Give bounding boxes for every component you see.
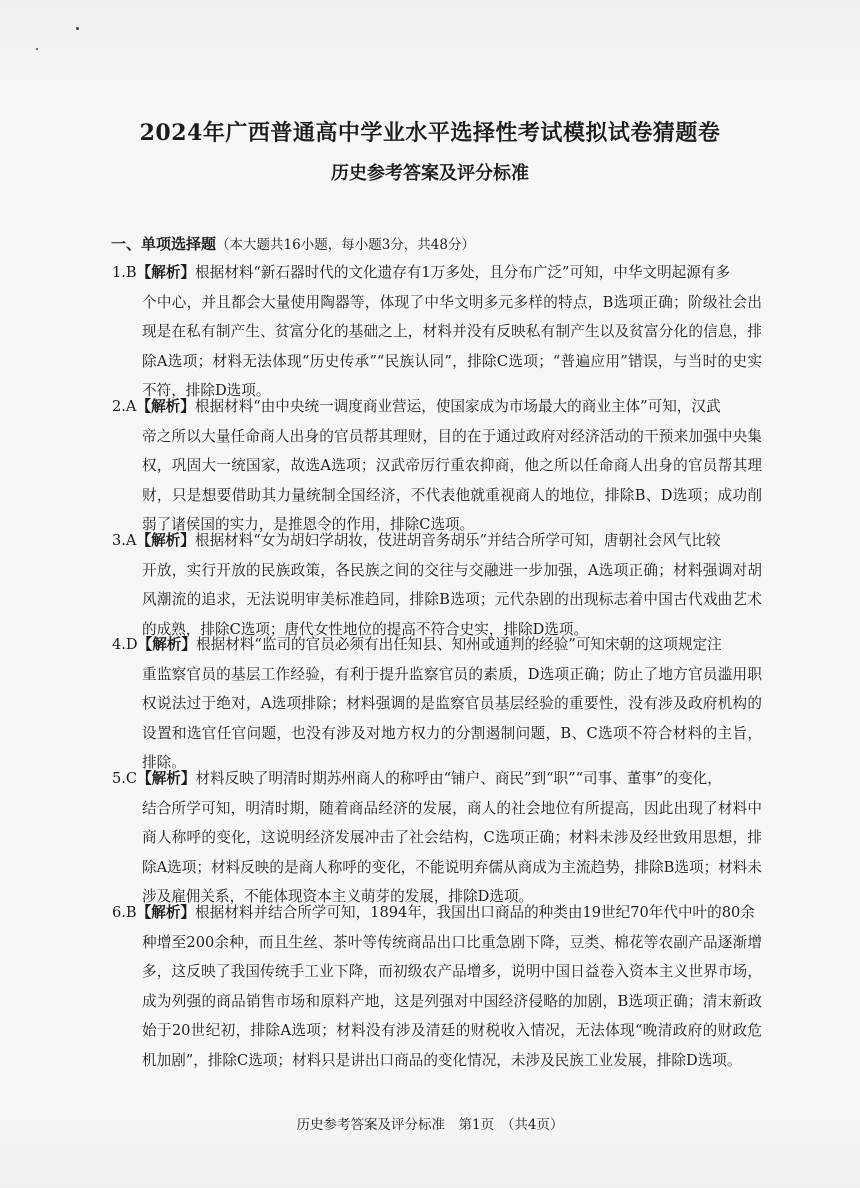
analysis-tag: 【解析】 — [137, 636, 197, 653]
question-label: 1.B — [112, 264, 137, 281]
question-text-continued: 帝之所以大量任命商人出身的官员帮其理财，目的在于通过政府对经济活动的干预来加强中央集权，巩固大一统国家，故选A选项；汉武帝厉行重农抑商，他之所以任命商人出身的官员帮其理财，只是想要借助其力量统制全国经济，不代表他就重视商人的地位，排除B、D选项；成功削弱了诸侯国的实力，是推恩令的作用，排除C选项。 — [142, 427, 762, 534]
question-label: 4.D — [112, 636, 138, 653]
question-item — [112, 898, 762, 1076]
question-text: 材料反映了明清时期苏州商人的称呼由“铺户、商民”到“职”“司事、董事”的变化， — [195, 770, 722, 787]
scan-speck — [76, 27, 79, 30]
analysis-tag: 【解析】 — [136, 264, 196, 281]
question-text: 根据材料“由中央统一调度商业营运，使国家成为市场最大的商业主体”可知，汉武 — [194, 398, 721, 415]
question-text-continued: 种增至200余种，而且生丝、茶叶等传统商品出口比重急剧下降，豆类、棉花等农副产品逐渐增多，这反映了我国传统手工业下降，而初级农产品增多，说明中国日益卷入资本主义世界市场，成为列强的商品销售市场和原料产地，这是列强对中国经济侵略的加剧，B选项正确；清末新政始于20世纪初，排除A选项；材料没有涉及清廷的财税收入情况，无法体现“晚清政府的财政危机加剧”，排除C选项；材料只是讲出口商品的变化情况，未涉及民族工业发展，排除D选项。 — [142, 933, 762, 1069]
analysis-tag: 【解析】 — [137, 770, 196, 787]
question-text: 根据材料“女为胡妇学胡妆，伎进胡音务胡乐”并结合所学可知，唐朝社会风气比较 — [194, 532, 721, 549]
question-text-continued: 结合所学可知，明清时期，随着商品经济的发展，商人的社会地位有所提高，因此出现了材料中商人称呼的变化，这说明经济发展冲击了社会结构，C选项正确；材料未涉及经世致用思想，排除A选项；材料反映的是商人称呼的变化，不能说明弃儒从商成为主流趋势，排除B选项；材料未涉及雇佣关系，不能体现资本主义萌芽的发展，排除D选项。 — [142, 799, 762, 906]
analysis-tag: 【解析】 — [136, 398, 195, 415]
question-text: 根据材料“新石器时代的文化遗存有1万多处，且分布广泛”可知，中华文明起源有多 — [195, 264, 731, 281]
question-item — [112, 392, 762, 540]
section-title: 一、单项选择题 — [111, 235, 217, 253]
question-text: 根据材料“监司的官员必须有出任知县、知州或通判的经验”可知宋朝的这项规定注 — [196, 636, 722, 653]
scan-speck — [36, 48, 38, 50]
analysis-tag: 【解析】 — [136, 904, 196, 921]
question-text-continued: 重监察官员的基层工作经验，有利于提升监察官员的素质，D选项正确；防止了地方官员滥用职权说法过于绝对，A选项排除；材料强调的是监察官员基层经验的重要性，没有涉及政府机构的设置和选官任官问题，也没有涉及对地方权力的分割遏制问题，B、C选项不符合材料的主旨，排除。 — [142, 665, 762, 772]
analysis-tag: 【解析】 — [136, 532, 195, 549]
question-item — [112, 258, 762, 406]
page-title: 2024年广西普通高中学业水平选择性考试模拟试卷猜题卷 — [139, 120, 721, 146]
question-item — [112, 526, 762, 644]
question-label: 3.A — [112, 532, 137, 549]
page-subtitle: 历史参考答案及评分标准 — [331, 163, 529, 184]
question-label: 2.A — [112, 398, 137, 415]
question-label: 6.B — [112, 904, 137, 921]
question-text-continued: 个中心，并且都会大量使用陶器等，体现了中华文明多元多样的特点，B选项正确；阶级社会出现是在私有制产生、贫富分化的基础之上，材料并没有反映私有制产生以及贫富分化的信息，排除A选项；材料无法体现“历史传承”“民族认同”，排除C选项；“普遍应用”错误，与当时的史实不符，排除D选项。 — [142, 293, 762, 400]
section-heading — [111, 233, 475, 254]
question-item — [112, 630, 762, 778]
question-item — [112, 764, 762, 912]
page-footer: 历史参考答案及评分标准 第1页 （共4页） — [296, 1117, 564, 1133]
question-label: 5.C — [112, 770, 138, 787]
question-text: 根据材料并结合所学可知，1894年，我国出口商品的种类由19世纪70年代中叶的80余 — [195, 904, 755, 921]
question-text-continued: 开放，实行开放的民族政策，各民族之间的交往与交融进一步加强，A选项正确；材料强调对胡风潮流的追求，无法说明审美标准趋同，排除B选项；元代杂剧的出现标志着中国古代戏曲艺术的成熟，排除C选项；唐代女性地位的提高不符合史实，排除D选项。 — [142, 561, 762, 638]
section-note: （本大题共16小题，每小题3分，共48分） — [216, 237, 475, 253]
